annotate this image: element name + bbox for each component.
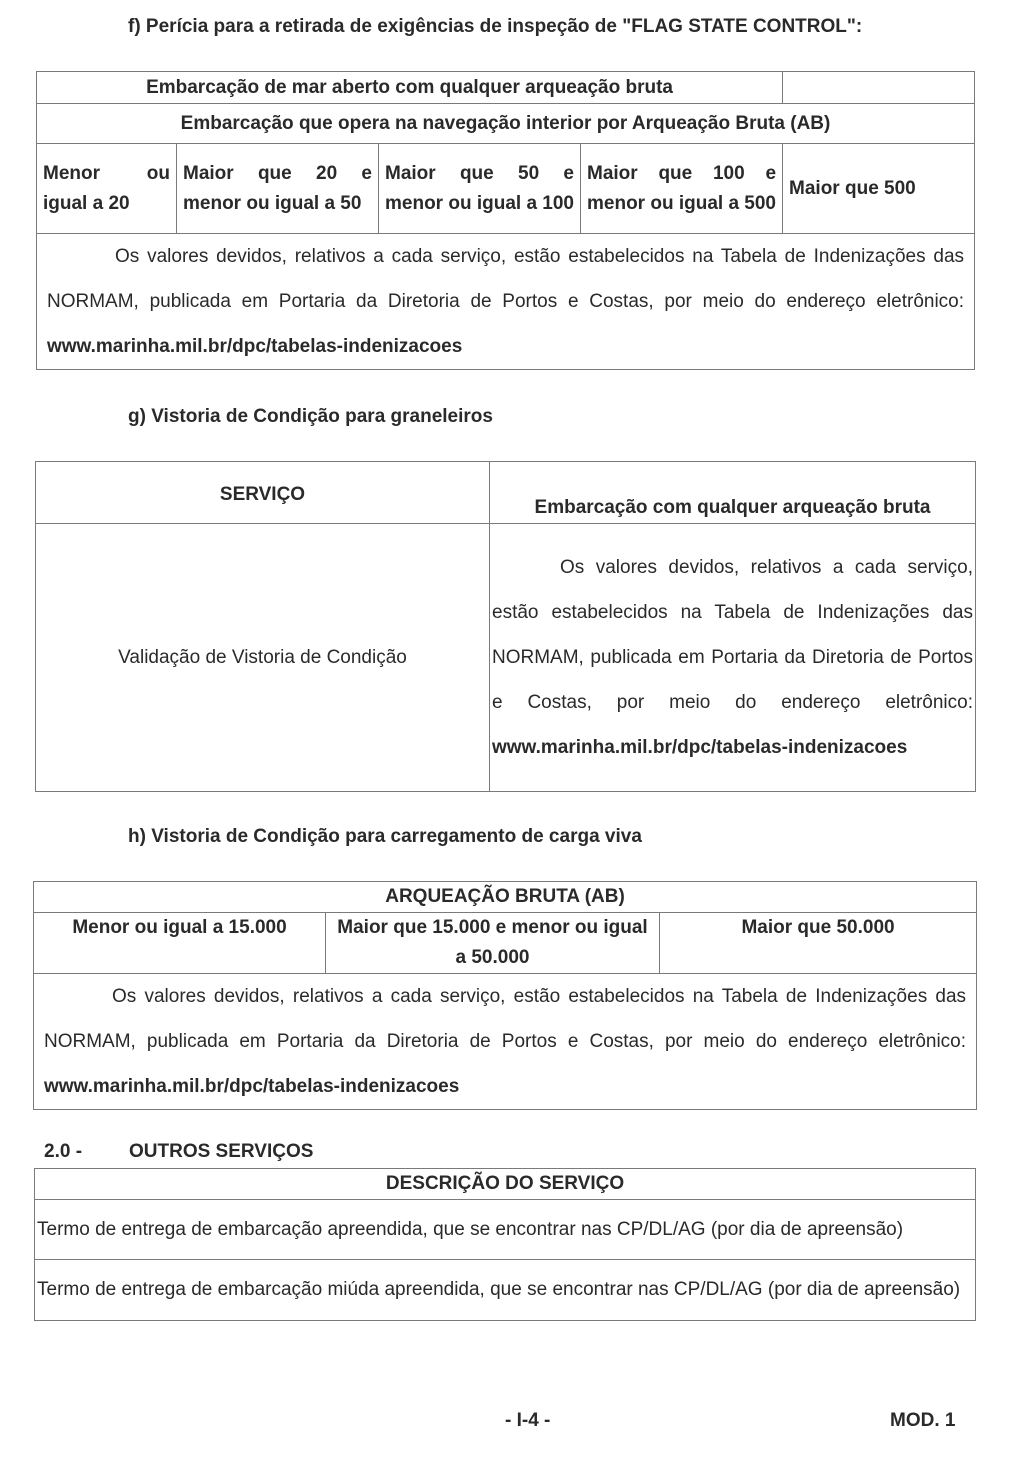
open-sea-vessel-header: Embarcação de mar aberto com qualquer arqueação bruta	[37, 72, 783, 104]
range-col-2: Maior que 20 e menor ou igual a 50	[177, 144, 379, 234]
gross-tonnage-header: ARQUEAÇÃO BRUTA (AB)	[34, 882, 977, 913]
note-text: Os valores devidos, relativos a cada serviço, estão estabelecidos na Tabela de Indenizações das NORMAM, publicada em Portaria da Diretoria de Portos e Costas, por meio do endereço eletrônico:	[492, 557, 973, 713]
flag-state-table	[36, 71, 975, 370]
range-col-2: Maior que 15.000 e menor ou igual a 50.000	[326, 913, 660, 974]
indemnity-table-link[interactable]: www.marinha.mil.br/dpc/tabelas-indenizacoes	[492, 737, 908, 758]
range-col-4: Maior que 100 e menor ou igual a 500	[581, 144, 783, 234]
range-col-5: Maior que 500	[783, 144, 975, 234]
service-row-1: Termo de entrega de embarcação apreendida, que se encontrar nas CP/DL/AG (por dia de apreensão)	[35, 1200, 976, 1260]
other-services-table	[34, 1168, 976, 1321]
range-col-3: Maior que 50 e menor ou igual a 100	[379, 144, 581, 234]
section-f-heading: f) Perícia para a retirada de exigências de inspeção de "FLAG STATE CONTROL":	[128, 16, 863, 37]
page-number: - I-4 -	[505, 1410, 551, 1431]
section-2-title: OUTROS SERVIÇOS	[129, 1141, 314, 1162]
values-note	[37, 234, 975, 370]
section-h-heading: h) Vistoria de Condição para carregamento de carga viva	[128, 826, 642, 847]
note-text: Os valores devidos, relativos a cada serviço, estão estabelecidos na Tabela de Indenizações das NORMAM, publicada em Portaria da Diretoria de Portos e Costas, por meio do endereço eletrônico:	[44, 986, 967, 1052]
empty-cell	[783, 72, 975, 104]
form-model: MOD. 1	[890, 1410, 956, 1431]
values-note	[490, 524, 976, 792]
tonnage-column-header: Embarcação com qualquer arqueação bruta	[490, 462, 976, 524]
values-note	[34, 974, 977, 1110]
service-description-header: DESCRIÇÃO DO SERVIÇO	[35, 1169, 976, 1200]
bulk-carrier-table	[35, 461, 976, 792]
section-number: 2.0 -	[44, 1141, 83, 1162]
indemnity-table-link[interactable]: www.marinha.mil.br/dpc/tabelas-indenizacoes	[47, 336, 463, 357]
service-row-2: Termo de entrega de embarcação miúda apreendida, que se encontrar nas CP/DL/AG (por dia de apreensão)	[35, 1260, 976, 1321]
service-column-header: SERVIÇO	[36, 462, 490, 524]
indemnity-table-link[interactable]: www.marinha.mil.br/dpc/tabelas-indenizacoes	[44, 1076, 460, 1097]
livestock-table	[33, 881, 977, 1110]
range-col-3: Maior que 50.000	[660, 913, 977, 974]
service-name: Validação de Vistoria de Condição	[36, 524, 490, 792]
range-col-1: Menor ou igual a 20	[37, 144, 177, 234]
range-col-1: Menor ou igual a 15.000	[34, 913, 326, 974]
inland-navigation-header: Embarcação que opera na navegação interior por Arqueação Bruta (AB)	[37, 104, 975, 144]
section-g-heading: g) Vistoria de Condição para graneleiros	[128, 406, 493, 427]
note-text: Os valores devidos, relativos a cada serviço, estão estabelecidos na Tabela de Indenizações das NORMAM, publicada em Portaria da Diretoria de Portos e Costas, por meio do endereço eletrônico:	[47, 246, 965, 312]
